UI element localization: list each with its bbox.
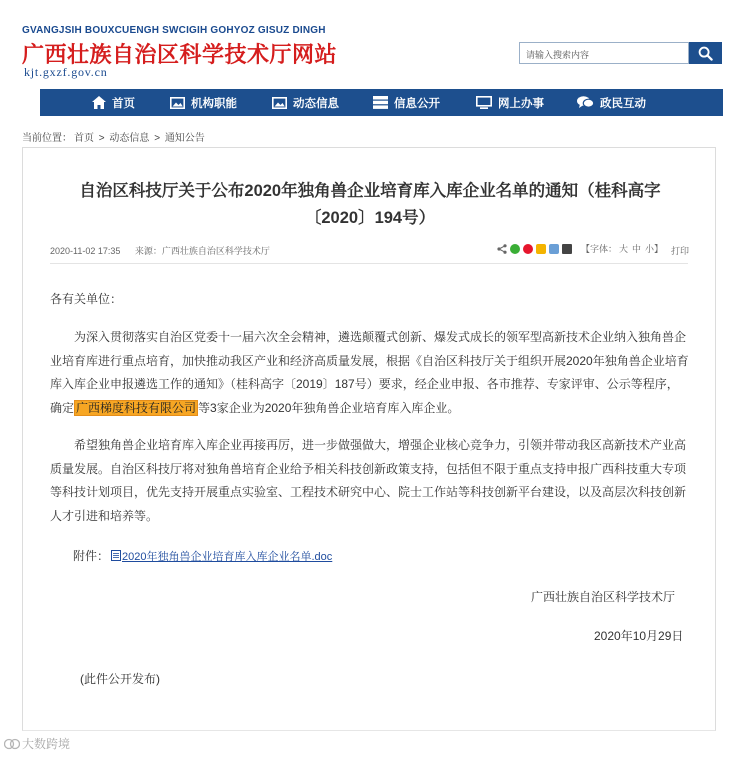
nav-label: 动态信息 (293, 97, 339, 110)
search-input[interactable]: 请输入搜索内容 (519, 42, 689, 64)
wechat-icon[interactable] (510, 244, 520, 254)
font-size-controls (581, 242, 665, 255)
signature: 广西壮族自治区科学技术厅 (531, 590, 676, 604)
document-icon (111, 550, 121, 561)
attachment-label: 附件： (73, 549, 110, 563)
search-button[interactable] (689, 42, 722, 64)
nav-item-organization[interactable] (170, 89, 237, 116)
font-size-medium[interactable]: 中 (632, 244, 642, 254)
nav-item-interaction[interactable] (577, 89, 646, 116)
watermark-logo-icon (4, 738, 20, 750)
breadcrumb-home[interactable]: 首页 (74, 133, 94, 144)
monitor-icon (476, 96, 492, 109)
article-title-line1: 自治区科技厅关于公布2020年独角兽企业培育库入库企业名单的通知（桂科高字 (79, 182, 661, 200)
article-title (43, 178, 697, 232)
watermark-text: 大数跨境 (22, 737, 71, 751)
breadcrumb-separator: > (98, 133, 105, 144)
list-icon (373, 96, 388, 109)
breadcrumb-prefix: 当前位置： (22, 133, 72, 144)
breadcrumb-news[interactable]: 动态信息 (109, 133, 150, 144)
article-panel (22, 147, 716, 731)
paragraph-1-text-a: 为深入贯彻落实自治区党委十一届六次全会精神，遴选颠覆式创新、爆发式成长的领军型高新技术企业纳入独角兽企业培育库进行重点培育，加快推动我区产业和经济高质量发展，根据《自治区科技厅关于组织开展2020年独角兽企业培育库入库企业申报遴选工作的通知》（桂科高字〔2019〕187号）要求，经企业申报、各市推荐、专家评审、公示等程序，确定 (50, 330, 689, 415)
paragraph-1 (50, 326, 690, 420)
article-meta (50, 244, 282, 257)
image-icon (272, 97, 287, 109)
font-size-label: 【字体： (581, 244, 618, 254)
nav-item-home[interactable] (92, 89, 135, 116)
nav-item-news[interactable] (272, 89, 339, 116)
nav-item-online-service[interactable] (476, 89, 544, 116)
article-title-line2: 〔2020〕194号） (304, 209, 436, 227)
nav-label: 政民互动 (600, 97, 646, 110)
print-preview-icon[interactable] (562, 244, 572, 254)
publication-note: (此件公开发布) (80, 672, 160, 686)
print-link[interactable]: 打印 (671, 246, 690, 256)
nav-label: 首页 (112, 97, 135, 110)
main-nav (40, 89, 723, 116)
qzone-icon[interactable] (536, 244, 546, 254)
share-icon[interactable] (497, 244, 507, 254)
chat-icon (577, 96, 594, 109)
nav-label: 信息公开 (394, 97, 440, 110)
nav-item-disclosure[interactable] (373, 89, 440, 116)
site-url: kjt.gxzf.gov.cn (24, 65, 108, 79)
attachment (73, 547, 332, 564)
nav-label: 机构职能 (191, 97, 237, 110)
meta-divider (50, 263, 688, 264)
font-size-large[interactable]: 大 (619, 244, 629, 254)
article-source: 来源：广西壮族自治区科学技术厅 (134, 246, 270, 256)
image-icon (170, 97, 185, 109)
site-pinyin-name: GVANGJSIH BOUXCUENGH SWCIGIH GOHYOZ GISUZ DINGH (22, 25, 326, 36)
qrcode-icon[interactable] (549, 244, 559, 254)
font-size-small[interactable]: 小】 (645, 244, 664, 254)
highlighted-company: 广西梯度科技有限公司 (76, 400, 197, 415)
home-icon (92, 96, 106, 109)
breadcrumb (22, 129, 207, 144)
signature-date: 2020年10月29日 (594, 629, 684, 643)
paragraph-2: 希望独角兽企业培育库入库企业再接再厉，进一步做强做大，增强企业核心竞争力，引领并带动我区高新技术产业高质量发展。自治区科技厅将对独角兽培育企业给予相关科技创新政策支持，包括但不限于重点支持申报广西科技重大专项等科技计划项目，优先支持开展重点实验室、工程技术研究中心、院士工作站等科技创新平台建设，以及高层次科技创新人才引进和培养等。 (50, 438, 687, 523)
nav-label: 网上办事 (498, 97, 544, 110)
site-logo-title[interactable]: 广西壮族自治区科学技术厅网站 (22, 42, 338, 68)
attachment-link[interactable]: 2020年独角兽企业培育库入库企业名单.doc (122, 550, 333, 563)
paragraph-1-text-b: 等3家企业为2020年独角兽企业培育库入库企业。 (198, 400, 460, 415)
share-tools (497, 242, 665, 255)
watermark (4, 735, 70, 752)
weibo-icon[interactable] (523, 244, 533, 254)
breadcrumb-separator: > (154, 133, 161, 144)
publish-date: 2020-11-02 17:35 (50, 246, 121, 256)
site-header (22, 20, 726, 82)
search-icon (698, 46, 713, 61)
breadcrumb-notices[interactable]: 通知公告 (164, 133, 205, 144)
salutation: 各有关单位： (50, 292, 123, 306)
